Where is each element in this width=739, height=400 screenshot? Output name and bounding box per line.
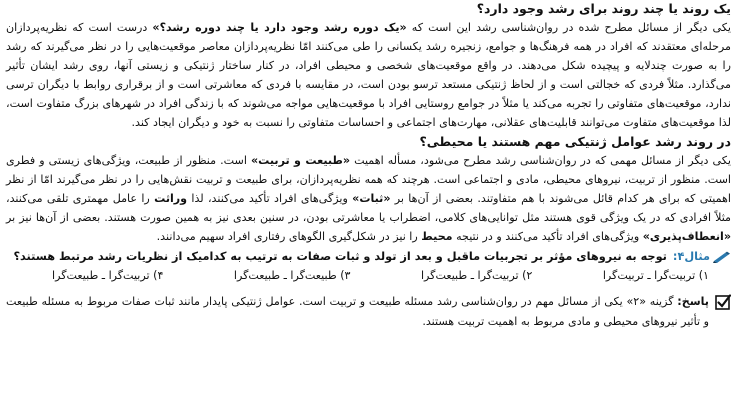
bold-phrase: محیط — [421, 229, 453, 243]
bold-phrase: «ثبات» — [352, 191, 391, 205]
pencil-icon — [713, 251, 731, 263]
option-2: ۲) تربیت‌گرا ـ طبیعت‌گرا — [420, 269, 533, 283]
text-run: یکی دیگر از مسائل مهمی که در روان‌شناسی رشد مطرح می‌شود، مسأله اهمیت — [350, 153, 731, 167]
option-3: ۳) طبیعت‌گرا ـ طبیعت‌گرا — [233, 269, 351, 283]
example-label — [673, 247, 731, 266]
bold-phrase: «طبیعت و تربیت» — [250, 153, 351, 167]
answer-body: گزینه «۲» یکی از مسائل مهم در روان‌شناسی رشد مسئله طبیعت و تربیت است. عوامل ژنتیکی پایدار مانند ثبات صفات مربوط به مسئله طبیعت و تأثیر نیروهای محیطی و مادی مربوط به اهمیت تربیت هستند. — [6, 295, 709, 329]
checked-box-icon — [715, 294, 731, 310]
section-paragraph-2 — [6, 151, 731, 246]
answer-label: پاسخ: — [677, 295, 709, 309]
text-run: را نیز در شکل‌گیری الگوهای رفتاری افراد سهیم می‌دانند. — [156, 229, 422, 243]
option-1: ۱) تربیت‌گرا ـ تربیت‌گرا — [602, 269, 709, 283]
bold-phrase: «یک دوره رشد وجود دارد یا چند دوره رشد؟» — [152, 21, 407, 34]
option-4: ۴) تربیت‌گرا ـ طبیعت‌گرا — [52, 269, 164, 283]
text-run: ویژگی‌های افراد تأکید می‌کنند و در نتیجه — [452, 229, 643, 243]
example-question-text: توجه به نیروهای مؤثر بر تجربیات ماقبل و بعد از تولد و ثبات صفات به ترتیب به کدامیک از نظریات رشد مرتبط هستند؟ — [13, 250, 667, 264]
text-run: درست است که نظریه‌پردازان مرحله‌ای معتقدند که افراد در همه فرهنگ‌ها و جوامع، زنجیره رشد یکسانی را طی می‌کنند امّا نظریه‌پردازان معاصر موقعیت‌هایی را در نظر می‌گیرند که رشد را به صورت چندلایه و پیچیده شکل می‌دهند. در واقع موقعیت‌های شخصی و محیطی افراد، در کنار ساختار ژنتیکی و زیستی آنها، روی رشد ایشان تأثیر می‌گذارد. مثلاً فردی که خجالتی است و از لحاظ ژنتیکی مستعد ترسو بودن است، در مقایسه با فردی که معاشرتی است و از برقراری روابط با دیگران ترسی ندارد، موقعیت‌های متفاوتی را تجربه می‌کند یا مثلاً در جوامع روستایی افراد با موقعیت‌هایی مواجه می‌شوند که با زندگی افراد در شهرهای بزرگ متفاوت است، لذا موقعیت‌های متفاوت می‌توانند قابلیت‌های عقلانی، مهارت‌های اجتماعی و احساسات متفاوتی را نسبت به خود و دیگران ایجاد کند. — [6, 21, 731, 130]
answer-options — [6, 266, 731, 286]
bold-phrase: وراثت — [154, 191, 188, 205]
text-run: یکی دیگر از مسائل مطرح شده در روان‌شناسی رشد این است که — [406, 21, 731, 34]
text-run: است. منظور از طبیعت، ویژگی‌های زیستی و فطری است. منظور از تربیت، نیروهای محیطی، مادی و اجتماعی است. هرچند که همه نظریه‌پردازان، برای طبیعت و تربیت نقش‌هایی را در نظر می‌گیرند امّا از نظر اهمیتی که برای هر کدام قائل می‌شوند با هم متفاوتند. بعضی از آن‌ها بر — [6, 153, 731, 205]
section-paragraph-1 — [6, 18, 731, 133]
text-run: را عامل مهمتری تلقی می‌کنند، مثلاً افرادی که در یک ویژگی قوی هستند مثل توانایی‌های کلامی، اضطراب یا معاشرتی بودن، در سنین بعدی نیز به همین صورت هستند. بعضی از آن‌ها نیز بر — [6, 191, 731, 224]
answer-block — [6, 292, 731, 332]
section-heading-2: در روند رشد عوامل ژنتیکی مهم هستند یا محیطی؟ — [419, 133, 731, 149]
section-heading-1: یک روند یا چند روند برای رشد وجود دارد؟ — [476, 1, 731, 16]
bold-phrase: «انعطاف‌پذیری» — [642, 229, 731, 243]
answer-text — [6, 292, 709, 332]
example-label-text: مثال۴: — [672, 250, 710, 264]
text-run: ویژگی‌های افراد تأکید می‌کنند، لذا — [187, 191, 353, 205]
example-question — [6, 247, 731, 266]
